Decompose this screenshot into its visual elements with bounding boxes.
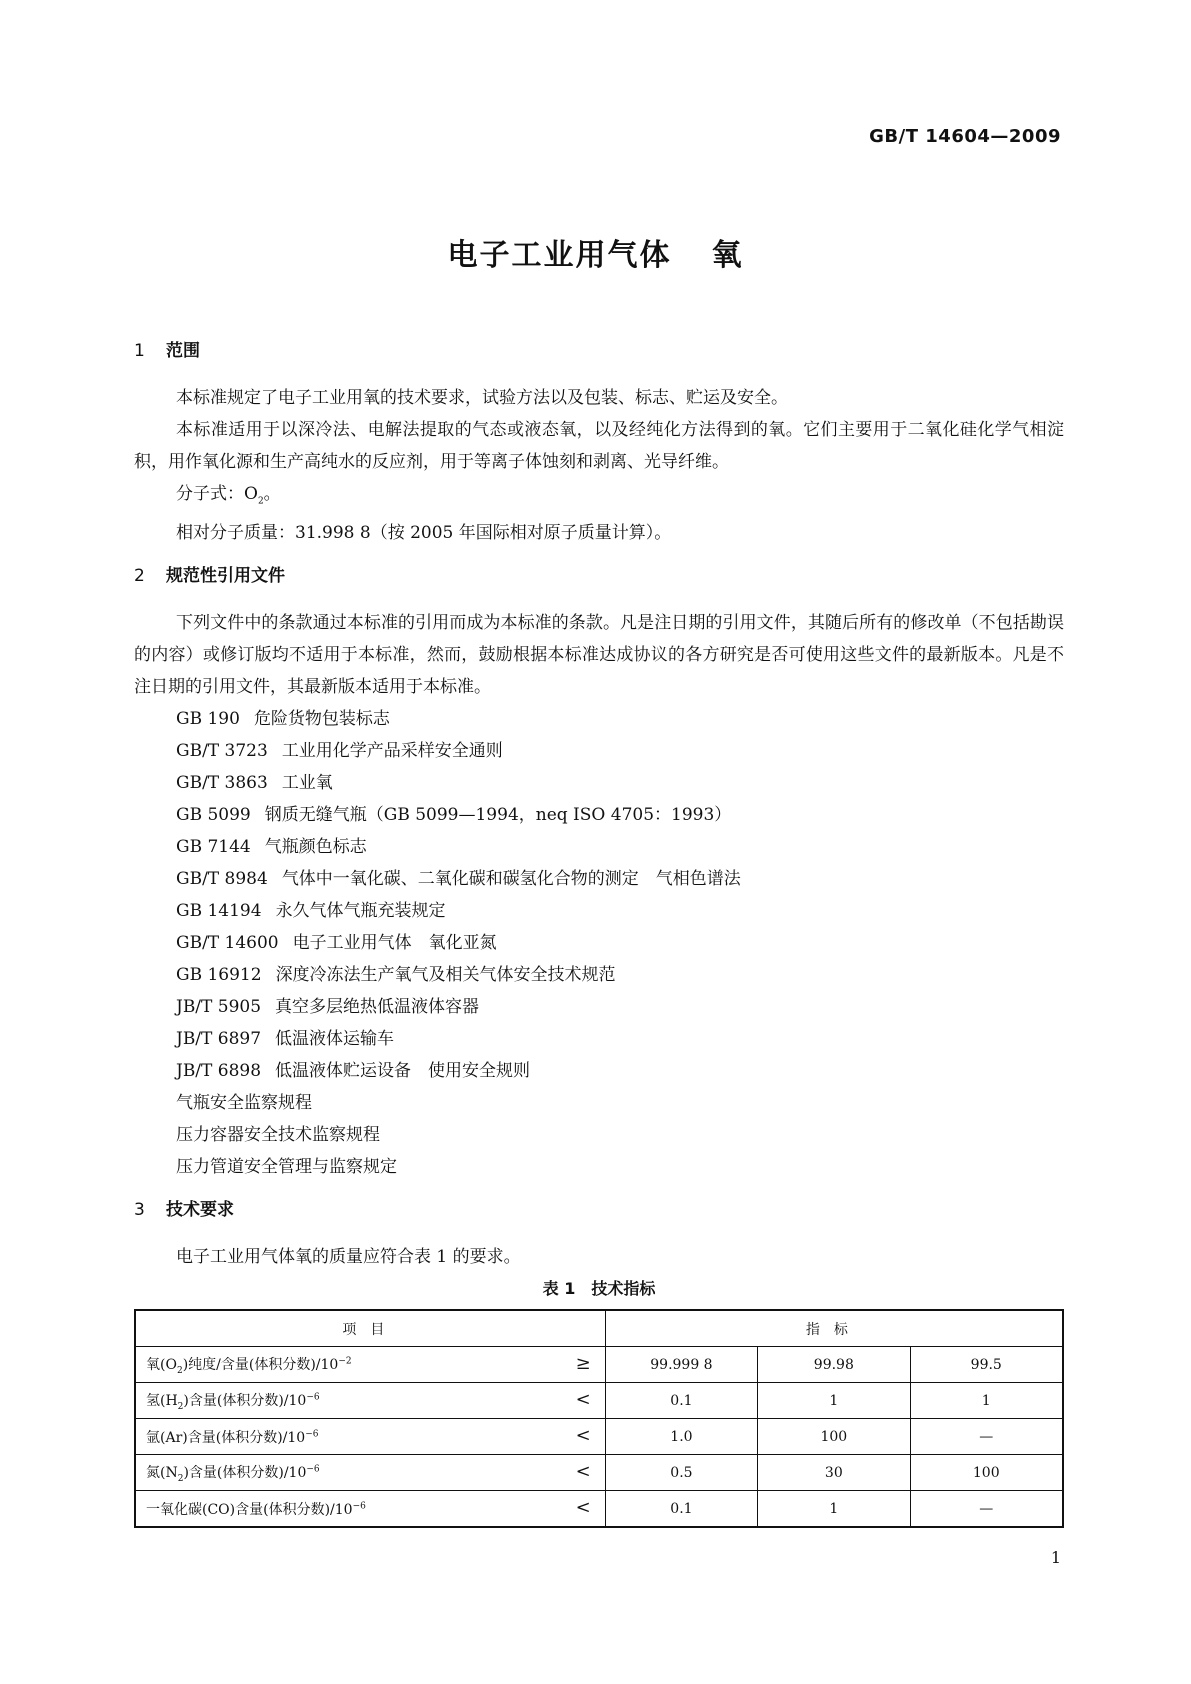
reference-title: 气瓶安全监察规程	[176, 1093, 312, 1114]
reference-title: 电子工业用气体 氧化亚氮	[292, 933, 497, 954]
reference-item	[134, 735, 1064, 767]
reference-item	[134, 1055, 1064, 1087]
table-row	[135, 1347, 1063, 1383]
value-cell: 0.1	[605, 1383, 757, 1419]
table-header-row	[135, 1310, 1063, 1347]
reference-title: 低温液体运输车	[275, 1029, 395, 1050]
reference-title: 危险货物包装标志	[253, 709, 390, 730]
reference-item	[134, 863, 1064, 895]
reference-code: GB 14194	[176, 901, 262, 922]
section-title: 技术要求	[166, 1200, 234, 1221]
header-item: 项目	[135, 1310, 605, 1347]
item-label-rest: )含量(体积分数)/10	[183, 1392, 307, 1409]
reference-title: 真空多层绝热低温液体容器	[275, 997, 480, 1018]
reference-title: 工业氧	[281, 773, 333, 794]
formula-suffix: 。	[263, 484, 281, 504]
item-exponent: −6	[306, 1464, 320, 1475]
item-subscript: 2	[177, 1473, 184, 1484]
reference-code: GB/T 3723	[176, 741, 268, 762]
comparison-operator: <	[575, 1425, 591, 1447]
comparison-operator: ≥	[575, 1353, 591, 1375]
section-title: 范围	[166, 341, 200, 361]
scope-paragraph-1: 本标准规定了电子工业用氧的技术要求，试验方法以及包装、标志、贮运及安全。	[176, 388, 788, 408]
item-label: 一氧化碳(CO)含量(体积分数)/10	[146, 1501, 353, 1518]
formula-prefix: 分子式：O	[176, 484, 258, 504]
value-cell: —	[910, 1491, 1063, 1528]
document-body	[134, 338, 1064, 1528]
value-cell: 1	[758, 1491, 910, 1528]
value-cell: —	[910, 1419, 1063, 1455]
section-1-heading	[134, 338, 1064, 364]
title-main: 电子工业用气体	[447, 238, 672, 273]
table-row	[135, 1419, 1063, 1455]
reference-code: GB 190	[176, 709, 240, 730]
item-label: 氢(H	[146, 1392, 178, 1409]
item-cell	[135, 1491, 605, 1528]
section-number: 2	[134, 566, 145, 587]
reference-code: GB/T 3863	[176, 773, 268, 794]
reference-code: JB/T 6897	[176, 1029, 262, 1050]
reference-code: GB 16912	[176, 965, 262, 986]
reference-list	[134, 703, 1064, 1183]
reference-title: 永久气体气瓶充装规定	[275, 901, 446, 922]
header-value: 指标	[605, 1310, 1063, 1347]
reference-title: 气瓶颜色标志	[264, 837, 367, 858]
item-cell	[135, 1383, 605, 1419]
reference-item	[134, 799, 1064, 831]
reference-code: GB 7144	[176, 837, 251, 858]
title-sub: 氧	[711, 238, 744, 273]
item-subscript: 2	[177, 1401, 184, 1412]
page-number: 1	[1050, 1548, 1061, 1567]
comparison-operator: <	[575, 1461, 591, 1483]
molecular-formula	[134, 478, 1064, 517]
reference-title: 气体中一氧化碳、二氧化碳和碳氢化合物的测定 气相色谱法	[281, 869, 741, 890]
item-exponent: −6	[305, 1429, 319, 1440]
reference-item	[134, 703, 1064, 735]
reference-code: JB/T 5905	[176, 997, 262, 1018]
standard-code: GB/T 14604—2009	[869, 126, 1061, 147]
reference-code: GB 5099	[176, 805, 251, 826]
item-exponent: −6	[352, 1501, 366, 1512]
formula-subscript: 2	[257, 496, 264, 507]
value-cell: 99.5	[910, 1347, 1063, 1383]
reference-item	[134, 1023, 1064, 1055]
value-cell: 30	[758, 1455, 910, 1491]
item-cell	[135, 1347, 605, 1383]
value-cell: 1.0	[605, 1419, 757, 1455]
table-caption: 表 1 技术指标	[542, 1279, 656, 1299]
item-label: 氮(N	[146, 1464, 178, 1481]
reference-item	[134, 959, 1064, 991]
reference-item	[134, 1119, 1064, 1151]
references-intro: 下列文件中的条款通过本标准的引用而成为本标准的条款。凡是注日期的引用文件，其随后所有的修改单（不包括勘误的内容）或修订版均不适用于本标准，然而，鼓励根据本标准达成协议的各方研究是否可使用这些文件的最新版本。凡是不注日期的引用文件，其最新版本适用于本标准。	[134, 613, 1064, 698]
reference-item	[134, 927, 1064, 959]
section-2-heading	[134, 563, 1064, 589]
item-cell	[135, 1455, 605, 1491]
value-cell: 1	[910, 1383, 1063, 1419]
comparison-operator: <	[575, 1497, 591, 1519]
section-title: 规范性引用文件	[166, 566, 285, 587]
scope-paragraph-2: 本标准适用于以深冷法、电解法提取的气态或液态氧，以及经纯化方法得到的氧。它们主要用于二氧化硅化学气相淀积，用作氧化源和生产高纯水的反应剂，用于等离子体蚀刻和剥离、光导纤维。	[134, 420, 1064, 472]
value-cell: 100	[910, 1455, 1063, 1491]
item-label: 氩(Ar)含量(体积分数)/10	[146, 1429, 306, 1446]
comparison-operator: <	[575, 1389, 591, 1411]
table-row	[135, 1455, 1063, 1491]
document-title	[0, 230, 1191, 274]
reference-title: 深度冷冻法生产氧气及相关气体安全技术规范	[275, 965, 616, 986]
value-cell: 100	[758, 1419, 910, 1455]
table-row	[135, 1491, 1063, 1528]
molecular-mass: 相对分子质量：31.998 8（按 2005 年国际相对原子质量计算）。	[176, 523, 672, 544]
reference-code: JB/T 6898	[176, 1061, 262, 1082]
value-cell: 99.98	[758, 1347, 910, 1383]
requirements-intro: 电子工业用气体氧的质量应符合表 1 的要求。	[176, 1247, 521, 1268]
item-label: 氧(O	[146, 1356, 177, 1373]
value-cell: 99.999 8	[605, 1347, 757, 1383]
reference-item	[134, 767, 1064, 799]
reference-title: 低温液体贮运设备 使用安全规则	[275, 1061, 531, 1082]
value-cell: 0.5	[605, 1455, 757, 1491]
item-cell	[135, 1419, 605, 1455]
spec-table	[134, 1309, 1064, 1528]
item-label-rest: )纯度/含量(体积分数)/10	[182, 1356, 339, 1373]
reference-code: GB/T 8984	[176, 869, 268, 890]
reference-item	[134, 1087, 1064, 1119]
table-row	[135, 1383, 1063, 1419]
reference-item	[134, 831, 1064, 863]
section-number: 3	[134, 1200, 145, 1221]
reference-title: 压力管道安全管理与监察规定	[176, 1157, 397, 1178]
section-number: 1	[134, 341, 145, 361]
reference-item	[134, 895, 1064, 927]
item-label-rest: )含量(体积分数)/10	[183, 1464, 307, 1481]
item-exponent: −2	[338, 1356, 352, 1367]
reference-item	[134, 1151, 1064, 1183]
reference-code: GB/T 14600	[176, 933, 279, 954]
section-3-heading	[134, 1197, 1064, 1223]
value-cell: 0.1	[605, 1491, 757, 1528]
value-cell: 1	[758, 1383, 910, 1419]
reference-item	[134, 991, 1064, 1023]
reference-title: 钢质无缝气瓶（GB 5099—1994，neq ISO 4705：1993）	[264, 805, 732, 826]
item-subscript: 2	[176, 1365, 183, 1376]
item-exponent: −6	[306, 1392, 320, 1403]
reference-title: 压力容器安全技术监察规程	[176, 1125, 380, 1146]
reference-title: 工业用化学产品采样安全通则	[281, 741, 503, 762]
